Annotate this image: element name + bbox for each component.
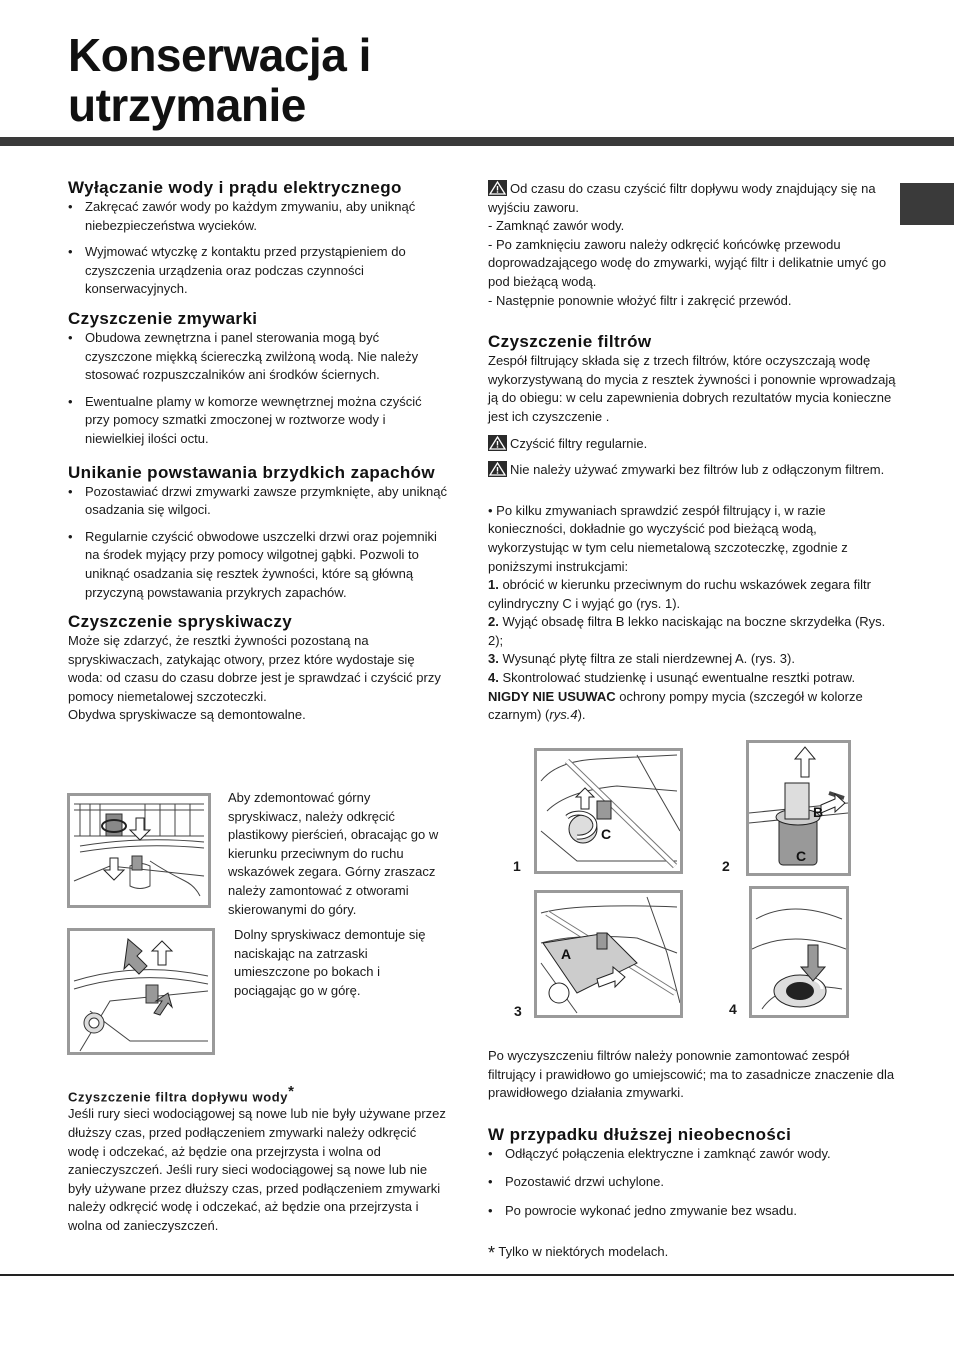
inlet-filter-section (68, 1083, 448, 1235)
title-rule (0, 137, 954, 146)
list-item: • Po powrocie wykonać jedno zmywanie bez wsadu. (488, 1202, 898, 1221)
never-remove-note (488, 688, 898, 725)
step-4 (488, 669, 898, 688)
step-1 (488, 576, 898, 613)
step-number: 4. (488, 670, 499, 686)
title-line-1: Konserwacja i (68, 29, 371, 81)
never-remove-text: ochrony pompy mycia (szczegół w kolorze czarnym) ( (488, 688, 863, 723)
footnote (488, 1243, 898, 1263)
reassembly-section (488, 1047, 898, 1262)
footnote-star: * (288, 1083, 295, 1100)
heading-odour-prevention: Unikanie powstawania brzydkich zapachów (68, 462, 436, 482)
warning-no-filters-text: Nie należy używać zmywarki bez filtrów lub z odłączonym filtrem. (510, 462, 885, 478)
list-item: • Regularnie czyścić obwodowe uszczelki drzwi oraz pojemniki na środek myjący przy pomocy wilgotnej gąbki. Pozwoli to uniknąć osadzania się resztek żywności, które są główną przyczyną powstawania przykrych zapachów. (68, 528, 448, 602)
list-item: • Obudowa zewnętrzna i panel sterowania mogą być czyszczone miękką ściereczką zwilżoną wodą. Nie należy stosować rozpuszczalników ani środków ściernych. (68, 329, 448, 385)
warning-inlet-filter (488, 180, 898, 217)
bottom-rule (0, 1274, 954, 1276)
step-text: Skontrolować studzienkę i usunąć ewentualne resztki potraw. (498, 670, 856, 686)
list-item: • Zakręcać zawór wody po każdym zmywaniu, aby uniknąć niebezpieczeństwa wycieków. (68, 198, 448, 235)
list-item: • Wyjmować wtyczkę z kontaktu przed przystąpieniem do czyszczenia urządzenia oraz podczas czynności konserwacyjnych. (68, 243, 448, 299)
warning-clean-filters (488, 435, 898, 454)
upper-spray-arm-text: Aby zdemontować górny spryskiwacz, należy odkręcić plastikowy pierścień, obracając go w kierunku przeciwnym do ruchu wskazówek zegara. Górny zraszacz należy zamontować z otworami skierowanymi do góry. (228, 790, 439, 917)
never-remove-label: NIGDY NIE USUWAC (488, 688, 616, 704)
filters-intro: Zespół filtrujący składa się z trzech filtrów, które oczyszczają wodę wykorzystywaną do mycia z resztek żywności i ponownie wprowadzają ją do obiegu: w celu zapewnienia dobrych rezultatów mycia konieczne jest ich czyszczenie . (488, 353, 896, 424)
figure-number: 3 (514, 1003, 522, 1019)
title-line-2: utrzymanie (68, 79, 306, 131)
footnote-star: * (488, 1242, 496, 1263)
figure-ref: rys.4 (549, 707, 578, 723)
step-number: 1. (488, 577, 499, 593)
list-item: • Odłączyć połączenia elektryczne i zamknąć zawór wody. (488, 1145, 898, 1164)
right-column (488, 180, 898, 725)
list-item: • Pozostawiać drzwi zmywarki zawsze przymknięte, aby uniknąć osadzania się wilgoci. (68, 483, 448, 520)
warning-no-filters (488, 461, 898, 480)
lower-spray-arm-illustration (67, 928, 215, 1055)
page-title (68, 30, 371, 130)
filter-check-instructions: • Po kilku zmywaniach sprawdzić zespół filtrujący i, w razie konieczności, dokładnie go wyczyścić pod bieżącą wodą, wykorzystując w tym celu niemetalową szczoteczkę, zgodnie z poniższymi instrukcjami: (488, 502, 848, 574)
step-line: - Następnie ponownie włożyć filtr i zakręcić przewód. (488, 292, 792, 308)
heading-filter-cleaning: Czyszczenie filtrów (488, 332, 652, 352)
figure-number: 4 (729, 1001, 737, 1017)
step-number: 2. (488, 614, 499, 630)
warning-icon (488, 435, 507, 451)
spray-arm-removable: Obydwa spryskiwacze są demontowalne. (68, 707, 306, 723)
step-3 (488, 650, 898, 669)
upper-spray-arm-illustration (67, 793, 211, 908)
never-remove-end: ). (577, 707, 586, 723)
step-text: obrócić w kierunku przeciwnym do ruchu wskazówek zegara filtr cylindryczny C i wyjąć go (rys. 1). (488, 577, 871, 611)
step-text: Wysunąć płytę filtra ze stali nierdzewnej A. (rys. 3). (498, 651, 795, 667)
heading-long-absence: W przypadku dłuższej nieobecności (488, 1124, 792, 1144)
warning-icon (488, 180, 507, 196)
heading-dishwasher-cleaning: Czyszczenie zmywarki (68, 308, 258, 328)
figure-number: 1 (513, 858, 521, 874)
spray-arm-intro: Może się zdarzyć, że resztki żywności pozostaną na spryskiwaczach, zatykając otwory, przez które wydostaje się woda: od czasu do czasu dobrze jest je sprawdzać i czyścić przy pomocy niemetalowej szczoteczki. (68, 633, 441, 704)
lower-spray-arm-text: Dolny spryskiwacz demontuje się naciskając na zatrzaski umieszczone po bokach i pociągając go w górę. (234, 927, 426, 998)
list-item: • Pozostawić drzwi uchylone. (488, 1173, 898, 1192)
step-line: - Zamknąć zawór wody. (488, 218, 625, 234)
filter-figure-1 (534, 748, 683, 874)
warning-icon (488, 461, 507, 477)
step-line: - Po zamknięciu zaworu należy odkręcić końcówkę przewodu doprowadzającego wodę do zmywarki, wyjąć filtr i delikatnie umyć go pod bieżącą wodą. (488, 236, 887, 289)
step-2 (488, 613, 898, 650)
filter-figure-4 (749, 886, 849, 1018)
warning-clean-text: Czyścić filtry regularnie. (510, 435, 648, 451)
heading-water-power-off: Wyłączanie wody i prądu elektrycznego (68, 178, 402, 197)
label-b: B (813, 804, 824, 820)
label-a: A (561, 946, 572, 962)
list-item: • Ewentualne plamy w komorze wewnętrznej można czyścić przy pomocy szmatki zmoczonej w roztworze wody i niewielkiej ilości octu. (68, 393, 448, 449)
label-c: C (796, 848, 807, 864)
figure-number: 2 (722, 858, 730, 874)
inlet-filter-text: Jeśli rury sieci wodociągowej są nowe lub nie były używane przez dłuższy czas, przed podłączeniem zmywarki należy odkręcić wodę i odczekać, aż będzie ona przejrzysta i wolna od zanieczyszczeń. Jeśli rury sieci wodociągowej są nowe lub nie były używane przez dłuższy czas, przed podłączeniem zmywarki należy odkręcić wodę i odczekać, aż będzie ona przejrzysta i wolna od zanieczyszczeń. (68, 1106, 446, 1233)
heading-spray-arm-cleaning: Czyszczenie spryskiwaczy (68, 612, 293, 632)
heading-inlet-filter-text: Czyszczenie filtra dopływu wody (68, 1089, 289, 1105)
heading-inlet-filter (68, 1083, 448, 1105)
filter-figure-2 (746, 740, 851, 876)
label-c: C (601, 826, 612, 842)
step-number: 3. (488, 651, 499, 667)
warning-inlet-text: Od czasu do czasu czyścić filtr dopływu wody znajdujący się na wyjściu zaworu. (488, 181, 876, 215)
filter-figure-3 (534, 890, 683, 1018)
step-text: Wyjąć obsadę filtra B lekko naciskając na boczne skrzydełka (Rys. 2); (488, 614, 886, 648)
reassembly-text: Po wyczyszczeniu filtrów należy ponownie zamontować zespół filtrujący i prawidłowo go umiejscowić; ma to zasadnicze znaczenie dla prawidłowego działania zmywarki. (488, 1048, 895, 1101)
footnote-text: Tylko w niektórych modelach. (495, 1243, 669, 1259)
section-tab-marker (900, 183, 954, 225)
left-column (68, 178, 448, 725)
